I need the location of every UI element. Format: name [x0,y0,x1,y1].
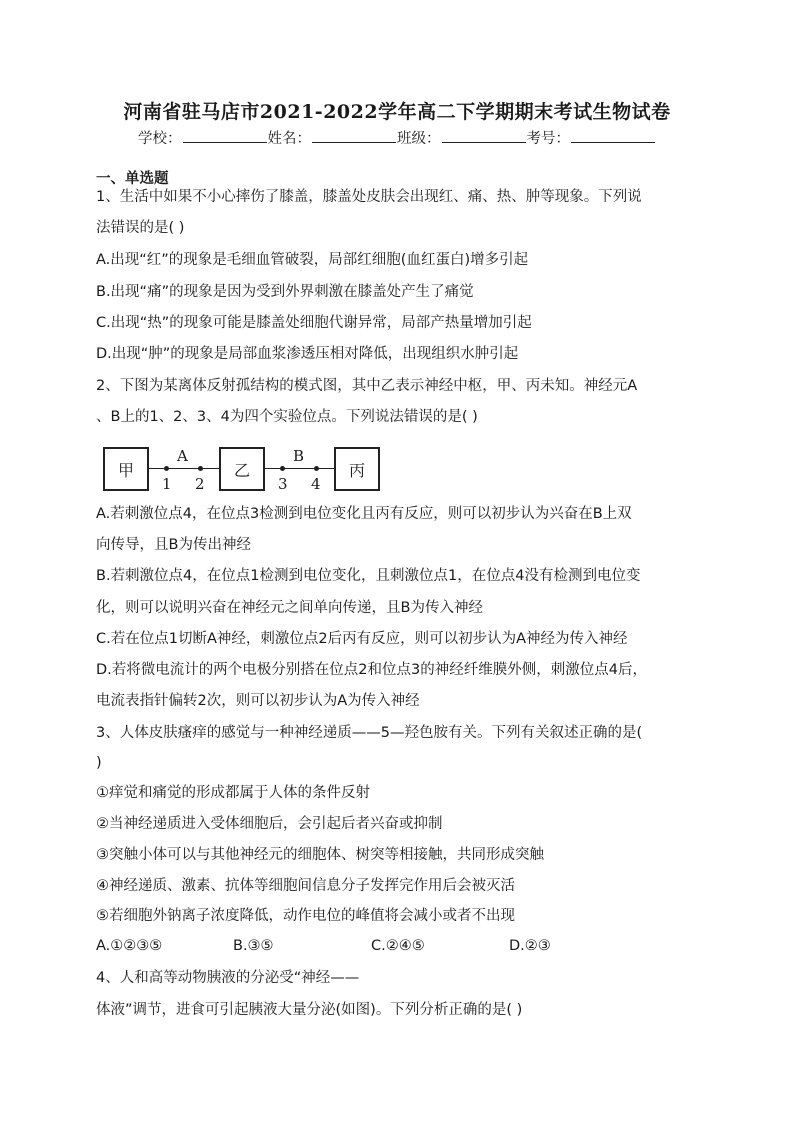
class-label: 班级： [397,131,441,147]
box-bing: 丙 [334,447,380,491]
school-label: 学校： [138,131,182,147]
site-3-dot [280,466,285,471]
box-jia: 甲 [103,447,149,491]
exam-no-blank[interactable] [571,128,655,143]
q2-option-b-cont: 化，则可以说明兴奋在神经元之间单向传递，且B为传入神经 [96,600,483,616]
q3-option-c: C.②④⑤ [371,938,425,954]
q3-stem: 3、人体皮肤瘙痒的感觉与一种神经递质——5—羟色胺有关。下列有关叙述正确的是( [96,725,643,741]
q1-stem: 1、生活中如果不小心摔伤了膝盖，膝盖处皮肤会出现红、痛、热、肿等现象。下列说 [96,189,642,205]
q4-stem: 4、人和高等动物胰液的分泌受“神经—— [96,970,360,986]
name-label: 姓名： [267,131,311,147]
q3-statement-3: ③突触小体可以与其他神经元的细胞体、树突等相接触，共同形成突触 [96,847,544,863]
q3-option-b: B.③⑤ [233,938,274,954]
label-site-4: 4 [311,475,321,493]
label-site-2: 2 [195,475,205,493]
q3-statement-4: ④神经递质、激素、抗体等细胞间信息分子发挥完作用后会被灭活 [96,878,515,894]
q3-stem-cont: ) [96,755,102,771]
q3-statement-2: ②当神经递质进入受体细胞后，会引起后者兴奋或抑制 [96,816,443,832]
q3-option-a: A.①②③⑤ [96,938,163,954]
label-site-3: 3 [278,475,288,493]
q3-option-d: D.②③ [509,938,551,954]
exam-title: 河南省驻马店市2021-2022学年高二下学期期末考试生物试卷 [123,101,671,123]
q2-option-d: D.若将微电流计的两个电极分别搭在位点2和位点3的神经纤维膜外侧，刺激位点4后， [96,662,647,678]
q1-option-b: B.出现“痛”的现象是因为受到外界刺激在膝盖处产生了痛觉 [96,284,474,300]
site-2-dot [198,466,203,471]
q1-option-d: D.出现“肿”的现象是局部血浆渗透压相对降低，出现组织水肿引起 [96,346,519,362]
school-blank[interactable] [183,128,267,143]
q2-option-a-cont: 向传导，且B为传出神经 [96,537,251,553]
q4-stem-cont: 体液”调节，进食可引起胰液大量分泌(如图)。下列分析正确的是( ) [96,1002,523,1018]
q3-statement-1: ①痒觉和痛觉的形成都属于人体的条件反射 [96,785,370,801]
q1-option-a: A.出现“红”的现象是毛细血管破裂，局部红细胞(血红蛋白)增多引起 [96,252,529,268]
q2-option-c: C.若在位点1切断A神经，刺激位点2后丙有反应，则可以初步认为A神经为传入神经 [96,631,628,647]
section-heading: 一、单选题 [96,171,169,187]
site-1-dot [164,466,169,471]
q2-option-d-cont: 电流表指针偏转2次，则可以初步认为A为传入神经 [96,693,420,709]
label-site-1: 1 [162,475,172,493]
q2-stem: 2、下图为某离体反射孤结构的模式图，其中乙表示神经中枢，甲、丙未知。神经元A [96,378,638,394]
neuron-a-fiber [149,468,219,469]
q1-option-c: C.出现“热”的现象可能是膝盖处细胞代谢异常，局部产热量增加引起 [96,315,532,331]
q1-stem-cont: 法错误的是( ) [96,220,185,236]
q2-stem-cont: 、B上的1、2、3、4为四个实验位点。下列说法错误的是( ) [96,409,478,425]
class-blank[interactable] [442,128,526,143]
box-yi: 乙 [219,447,265,491]
name-blank[interactable] [312,128,396,143]
q3-statement-5: ⑤若细胞外钠离子浓度降低，动作电位的峰值将会减小或者不出现 [96,908,515,924]
student-info-row [0,127,794,148]
site-4-dot [314,466,319,471]
q2-option-b: B.若刺激位点4，在位点1检测到电位变化，且刺激位点1，在位点4没有检测到电位变 [96,568,641,584]
label-neuron-a: A [177,447,188,465]
q2-option-a: A.若刺激位点4，在位点3检测到电位变化且丙有反应，则可以初步认为兴奋在B上双 [96,506,632,522]
neuron-b-fiber [265,468,334,469]
label-neuron-b: B [293,447,305,465]
exam-no-label: 考号： [526,131,570,147]
